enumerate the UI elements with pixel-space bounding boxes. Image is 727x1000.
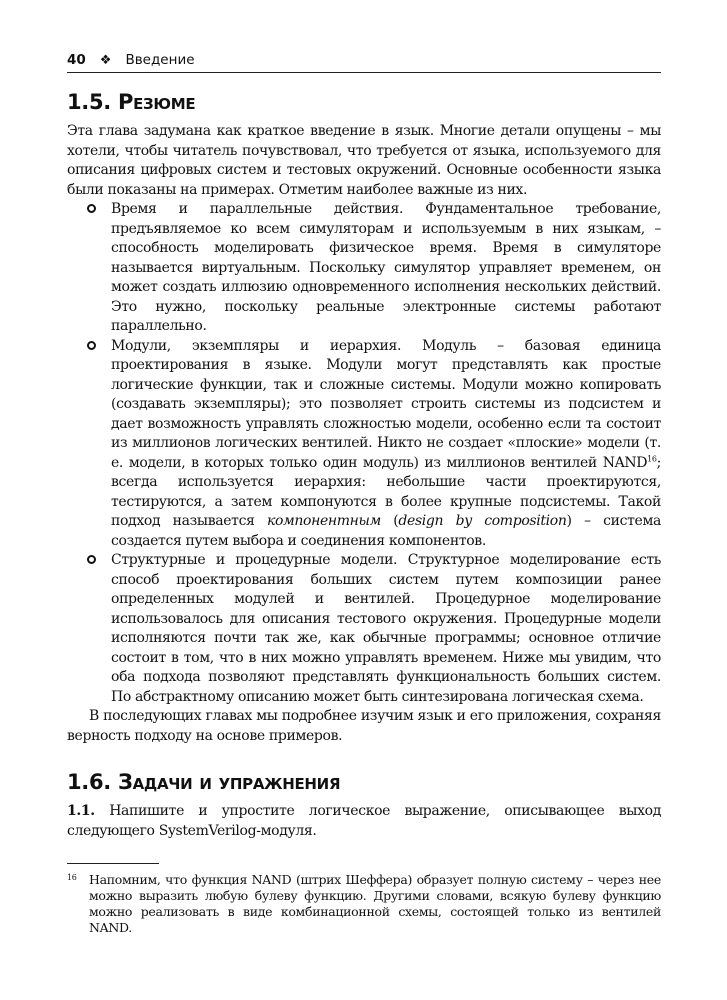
page-number: 40 — [67, 52, 86, 68]
summary-intro: Эта глава задумана как краткое введение в язык. Многие детали опущены – мы хотели, чтобы читатель почувствовал, что требуется от языка, используемого для описания цифровых систем и тестовых окружений. Основные особенности языка были показаны на примерах. Отметим наиболее важные из них. — [67, 123, 661, 198]
section-heading-summary — [67, 90, 661, 114]
bullet-text-b: ; всегда используется иерархия: небольшие части проектируются, тестируются, а затем компонуются в более крупные подсистемы. Такой подход называется — [111, 454, 661, 529]
exercise-item — [67, 802, 661, 841]
bullet-item-models — [67, 551, 661, 707]
circle-bullet-icon — [87, 204, 96, 213]
chapter-title: Введение — [125, 52, 195, 68]
running-head — [67, 52, 661, 73]
footnote-text: Напомним, что функция NAND (штрих Шеффера) образует полную систему – через нее можно выразить любую булеву функцию. Другими словами, всякую булеву функцию можно реализовать в виде комбинационной схемы, состоящей только из вентилей NAND. — [89, 872, 661, 935]
circle-bullet-icon — [87, 555, 96, 564]
bullet-text: Структурные и процедурные модели. Структурное моделирование есть способ проектирования больших систем путем композиции ранее определенных модулей и вентилей. Процедурное моделирование использовалось для описания тестового окружения. Процедурные модели исполняются почти так же, как обычные программы; основное отличие состоит в том, что в них можно управлять временем. Ниже мы увидим, что оба подхода позволяют представлять функциональность больших систем. По абстрактному описанию может быть синтезирована логическая схема. — [111, 552, 661, 705]
summary-closing: В последующих главах мы подробнее изучим язык и его приложения, сохраняя верность подходу на основе примеров. — [67, 708, 661, 744]
footnote-reference: 16 — [647, 453, 657, 463]
bullet-item-modules — [67, 337, 661, 552]
section-title: Задачи и упражнения — [118, 770, 341, 794]
circle-bullet-icon — [87, 341, 96, 350]
footnote-divider — [67, 863, 159, 864]
footnote — [67, 872, 661, 936]
summary-bullet-list — [67, 200, 661, 707]
section-heading-exercises — [67, 770, 661, 794]
footnote-mark: 16 — [67, 873, 77, 882]
exercise-text: Напишите и упростите логическое выражение, описывающее выход следующего SystemVerilog-модуля. — [67, 803, 661, 839]
bullet-item-time — [67, 200, 661, 337]
italic-term: компонентным — [266, 513, 381, 529]
bullet-text-a: Модули, экземпляры и иерархия. Модуль – базовая единица проектирования в языке. Модули могут представлять как простые логические функции, так и сложные системы. Модули можно копировать (создавать экземпляры); это позволяет строить системы из подсистем и дает возможность управлять сложностью модели, особенно если та состоит из миллионов логических вентилей. Никто не создает «плоские» модели (т. е. модели, в которых только один модуль) из миллионов вентилей NAND — [111, 337, 661, 471]
section-number: 1.5. — [67, 90, 111, 114]
bullet-text: Время и параллельные действия. Фундаментальное требование, предъявляемое ко всем симуляторам и используемым в них языкам, – способность моделировать физическое время. Время в симуляторе называется виртуальным. Поскольку симулятор управляет временем, он может создать иллюзию одновременного исполнения нескольких действий. Это нужно, поскольку реальные электронные системы работают параллельно. — [111, 201, 661, 334]
diamond-separator-icon: ❖ — [99, 53, 112, 68]
italic-term-english: design by composition — [398, 513, 567, 529]
section-number: 1.6. — [67, 770, 111, 794]
exercise-number: 1.1. — [67, 803, 95, 819]
bullet-text-c: ( — [380, 513, 399, 529]
section-title: Резюме — [118, 90, 196, 114]
bullet-text-d: ) – система создается путем выбора и соединения компонентов. — [111, 513, 661, 549]
page — [67, 52, 661, 936]
